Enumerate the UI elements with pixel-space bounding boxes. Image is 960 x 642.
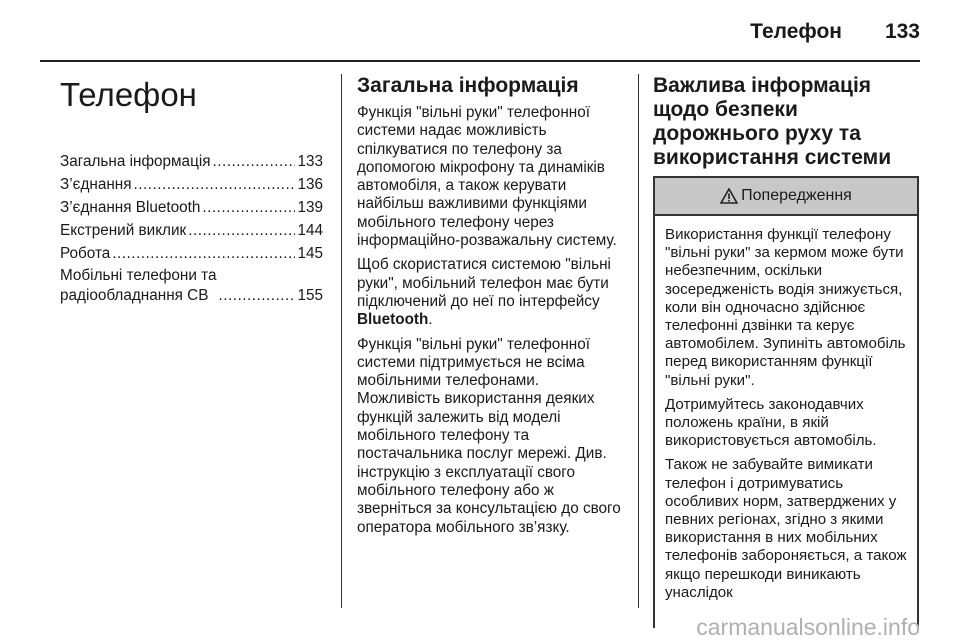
toc-entry-page: 136 bbox=[297, 175, 323, 193]
bluetooth-term: Bluetooth bbox=[357, 311, 429, 329]
toc-entry-label: Екстрений виклик bbox=[60, 221, 187, 239]
warning-box bbox=[653, 176, 919, 628]
toc-leader-dots bbox=[112, 244, 295, 263]
header-divider bbox=[40, 60, 920, 62]
column-divider bbox=[638, 74, 639, 608]
chapter-title: Телефон bbox=[60, 76, 197, 113]
paragraph-text: Щоб скористатися системою "вільні руки", мобільний телефон має бути підключений до неї по інтерфейсу bbox=[357, 256, 611, 310]
warning-paragraph: Використання функції телефону "вільні руки" за кермом може бути небезпечним, оскільки зосередженість водія знижується, коли він одночасно здійснює телефонні дзвінки та керує автомобілем. Зупиніть автомобіль перед використанням функції "вільні руки". bbox=[665, 226, 906, 389]
toc-leader-dots bbox=[213, 152, 296, 171]
toc-entry[interactable] bbox=[60, 175, 323, 194]
toc-entry-label: Мобільні телефони та радіообладнання CB bbox=[60, 267, 217, 304]
toc-entry-label: Загальна інформація bbox=[60, 153, 211, 170]
warning-header bbox=[655, 178, 917, 216]
toc-leader-dots bbox=[219, 286, 296, 305]
page-number: 133 bbox=[884, 20, 920, 43]
section-title: Важлива інформація щодо безпеки дорожнього руху та використання системи bbox=[653, 74, 892, 169]
toc-entry-label: Робота bbox=[60, 244, 111, 262]
toc-leader-dots bbox=[134, 175, 296, 194]
warning-body bbox=[655, 216, 917, 602]
toc-entry[interactable] bbox=[60, 266, 323, 305]
paragraph-text: . bbox=[428, 311, 433, 329]
watermark: carmanualsonline.info bbox=[696, 614, 920, 640]
warning-title: Попередження bbox=[741, 187, 852, 204]
toc-entry-label: З’єднання Bluetooth bbox=[60, 198, 201, 216]
toc-entry-label: З’єднання bbox=[60, 175, 132, 193]
page-header bbox=[0, 0, 960, 52]
warning-paragraph: Також не забувайте вимикати телефон і дотримуватись особливих норм, затверджених у певних регіонах, згідно з якими використання в них мобільних телефонів забороняється, а також якщо перешкоди виникають унаслідок bbox=[665, 456, 907, 601]
toc-entry-page: 145 bbox=[297, 244, 323, 262]
toc-leader-dots bbox=[202, 198, 295, 217]
warning-paragraph: Дотримуйтесь законодавчих положень країни, в якій використовується автомобіль. bbox=[665, 395, 877, 450]
general-info-column bbox=[357, 74, 625, 543]
paragraph bbox=[357, 256, 625, 329]
warning-triangle-icon bbox=[720, 188, 738, 204]
column-divider bbox=[341, 74, 342, 608]
toc-entry[interactable] bbox=[60, 198, 323, 217]
toc-entry-page: 133 bbox=[297, 153, 323, 170]
toc-entry-page: 139 bbox=[297, 198, 323, 216]
toc-leader-dots bbox=[188, 221, 295, 240]
toc-column bbox=[60, 74, 323, 309]
toc-entry[interactable] bbox=[60, 221, 323, 240]
safety-column bbox=[653, 74, 919, 628]
paragraph: Функція "вільні руки" телефонної системи надає можливість спілкуватися по телефону за допомогою мікрофону та динаміків автомобіля, а також керувати найбільш важливими функціями мобільного телефону через інформаційно-розважальну систему. bbox=[357, 104, 617, 250]
running-title: Телефон bbox=[750, 20, 842, 43]
toc-entry-page: 144 bbox=[297, 221, 323, 239]
paragraph: Функція "вільні руки" телефонної системи підтримується не всіма мобільними телефонами. Можливість використання деяких функцій залежить від моделі мобільного телефону та постачальника послуг мережі. Див. інструкцію з експлуатації свого мобільного телефону або ж зверніться за консультацією до свого оператора мобільного зв’язку. bbox=[357, 335, 621, 536]
toc-entry-page: 155 bbox=[297, 286, 323, 304]
toc-entry[interactable] bbox=[60, 152, 323, 171]
section-title: Загальна інформація bbox=[357, 74, 579, 97]
toc-entry[interactable] bbox=[60, 244, 323, 263]
table-of-contents bbox=[60, 152, 323, 305]
